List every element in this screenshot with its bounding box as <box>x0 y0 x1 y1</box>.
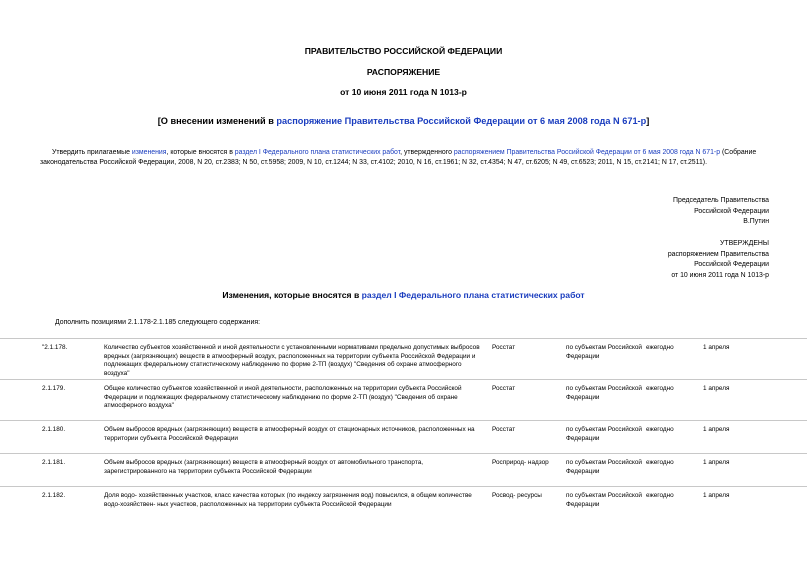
table-row <box>0 379 807 420</box>
document-type: РАСПОРЯЖЕНИЕ <box>366 67 441 77</box>
row-term: 1 апреля <box>703 492 730 499</box>
approved-by: распоряжением Правительства <box>667 250 769 258</box>
row-region: по субъектам Российской Федерации <box>566 459 642 475</box>
row-number: 2.1.181. <box>42 459 66 466</box>
changes-link[interactable]: изменения <box>131 149 167 156</box>
document-title <box>0 116 807 126</box>
table-row <box>0 338 807 379</box>
para-text-3: , утвержденного <box>400 149 454 156</box>
order-671-link[interactable]: распоряжение Правительства Российской Федерации от 6 мая 2008 года N 671-р <box>276 116 647 126</box>
signature-position: Председатель Правительства <box>673 197 769 204</box>
row-region: по субъектам Российской Федерации <box>566 385 642 401</box>
row-term: 1 апреля <box>703 426 730 433</box>
changes-title <box>0 290 807 300</box>
changes-title-prefix: Изменения, которые вносятся в <box>222 290 362 300</box>
signature-block <box>673 196 769 228</box>
row-agency: Росстат <box>492 344 516 351</box>
row-frequency: ежегодно <box>646 459 674 466</box>
title-suffix: ] <box>646 116 650 126</box>
row-number: 2.1.180. <box>42 426 66 433</box>
signature-name: В.Путин <box>743 218 769 225</box>
changes-section-link[interactable]: раздел I Федерального плана статистических работ <box>361 290 585 300</box>
main-paragraph <box>40 148 770 167</box>
row-region: по субъектам Российской Федерации <box>566 344 642 360</box>
row-frequency: ежегодно <box>646 426 674 433</box>
row-description: Объем выбросов вредных (загрязняющих) веществ в атмосферный воздух от автомобильного транспорта, зарегистрированного на территории субъекта Российской Федерации <box>104 459 424 475</box>
approved-block <box>668 239 769 281</box>
title-prefix: [О внесении изменений в <box>157 116 277 126</box>
row-description: Доля водо- хозяйственных участков, класс качества которых (по индексу загрязнения вод) повысился, в общем количестве водо-хозяйствен- ных участков, расположенных на территории субъекта Российской Федерации <box>104 492 472 508</box>
table-row <box>0 453 807 486</box>
approved-date: от 10 июня 2011 года N 1013-р <box>671 271 769 279</box>
row-region: по субъектам Российской Федерации <box>566 492 642 508</box>
row-frequency: ежегодно <box>646 344 674 351</box>
row-agency: Росвод- ресурсы <box>492 492 542 499</box>
row-agency: Росстат <box>492 426 516 433</box>
changes-table <box>0 338 807 519</box>
approved-org: Российской Федерации <box>694 261 769 268</box>
row-agency: Росприрод- надзор <box>492 459 549 466</box>
signature-org: Российской Федерации <box>694 207 769 215</box>
section-link[interactable]: раздел I Федерального плана статистических работ <box>234 149 401 156</box>
row-description: Объем выбросов вредных (загрязняющих) веществ в атмосферный воздух от стационарных источников, расположенных на территории субъекта Российской Федерации <box>104 426 475 442</box>
approved-label: УТВЕРЖДЕНЫ <box>720 240 769 247</box>
government-heading: ПРАВИТЕЛЬСТВО РОССИЙСКОЙ ФЕДЕРАЦИИ <box>304 46 503 56</box>
row-number: 2.1.182. <box>42 492 66 499</box>
row-term: 1 апреля <box>703 459 730 466</box>
row-frequency: ежегодно <box>646 492 674 499</box>
table-row <box>0 486 807 519</box>
row-number: "2.1.178. <box>42 344 68 351</box>
row-number: 2.1.179. <box>42 385 66 392</box>
row-agency: Росстат <box>492 385 516 392</box>
para-text-4: (Собрание законодательства Российской Федерации, 2008, N 20, ст.2383; N 50, ст.5958; 2009, N 10, ст.1244; N 33, ст.4102; 2010, N 16, ст.1961; N 32, ст.4354; N 47, ст.6205; N 49, ст.6523; 2011, N 15, ст.2141; N 17, ст.2511). <box>40 149 757 166</box>
row-region: по субъектам Российской Федерации <box>566 426 642 442</box>
row-description: Количество субъектов хозяйственной и иной деятельности с установленными нормативами предельно допустимых выбросов вредных (загрязняющих) веществ в атмосферный воздух, расположенных на территории субъекта Российской Федерации и подлежащих федеральному статистическому наблюдению по форме 2-ТП (воздух) "Сведения об охране атмосферного воздуха" <box>104 344 480 377</box>
document-date-number: от 10 июня 2011 года N 1013-р <box>340 87 467 97</box>
row-term: 1 апреля <box>703 385 730 392</box>
row-description: Общее количество субъектов хозяйственной и иной деятельности, расположенных на территории субъекта Российской Федерации и подлежащих федеральному статистическому наблюдению по форме 2-ТП (воздух) "Сведения об охране атмосферного воздуха" <box>104 385 462 410</box>
para-text-1: Утвердить прилагаемые <box>52 149 132 156</box>
table-row <box>0 420 807 453</box>
changes-intro: Дополнить позициями 2.1.178-2.1.185 следующего содержания: <box>55 319 260 326</box>
para-text-2: , которые вносятся в <box>166 149 235 156</box>
order-link[interactable]: распоряжением Правительства Российской Федерации от 6 мая 2008 года N 671-р <box>453 149 721 156</box>
row-term: 1 апреля <box>703 344 730 351</box>
row-frequency: ежегодно <box>646 385 674 392</box>
